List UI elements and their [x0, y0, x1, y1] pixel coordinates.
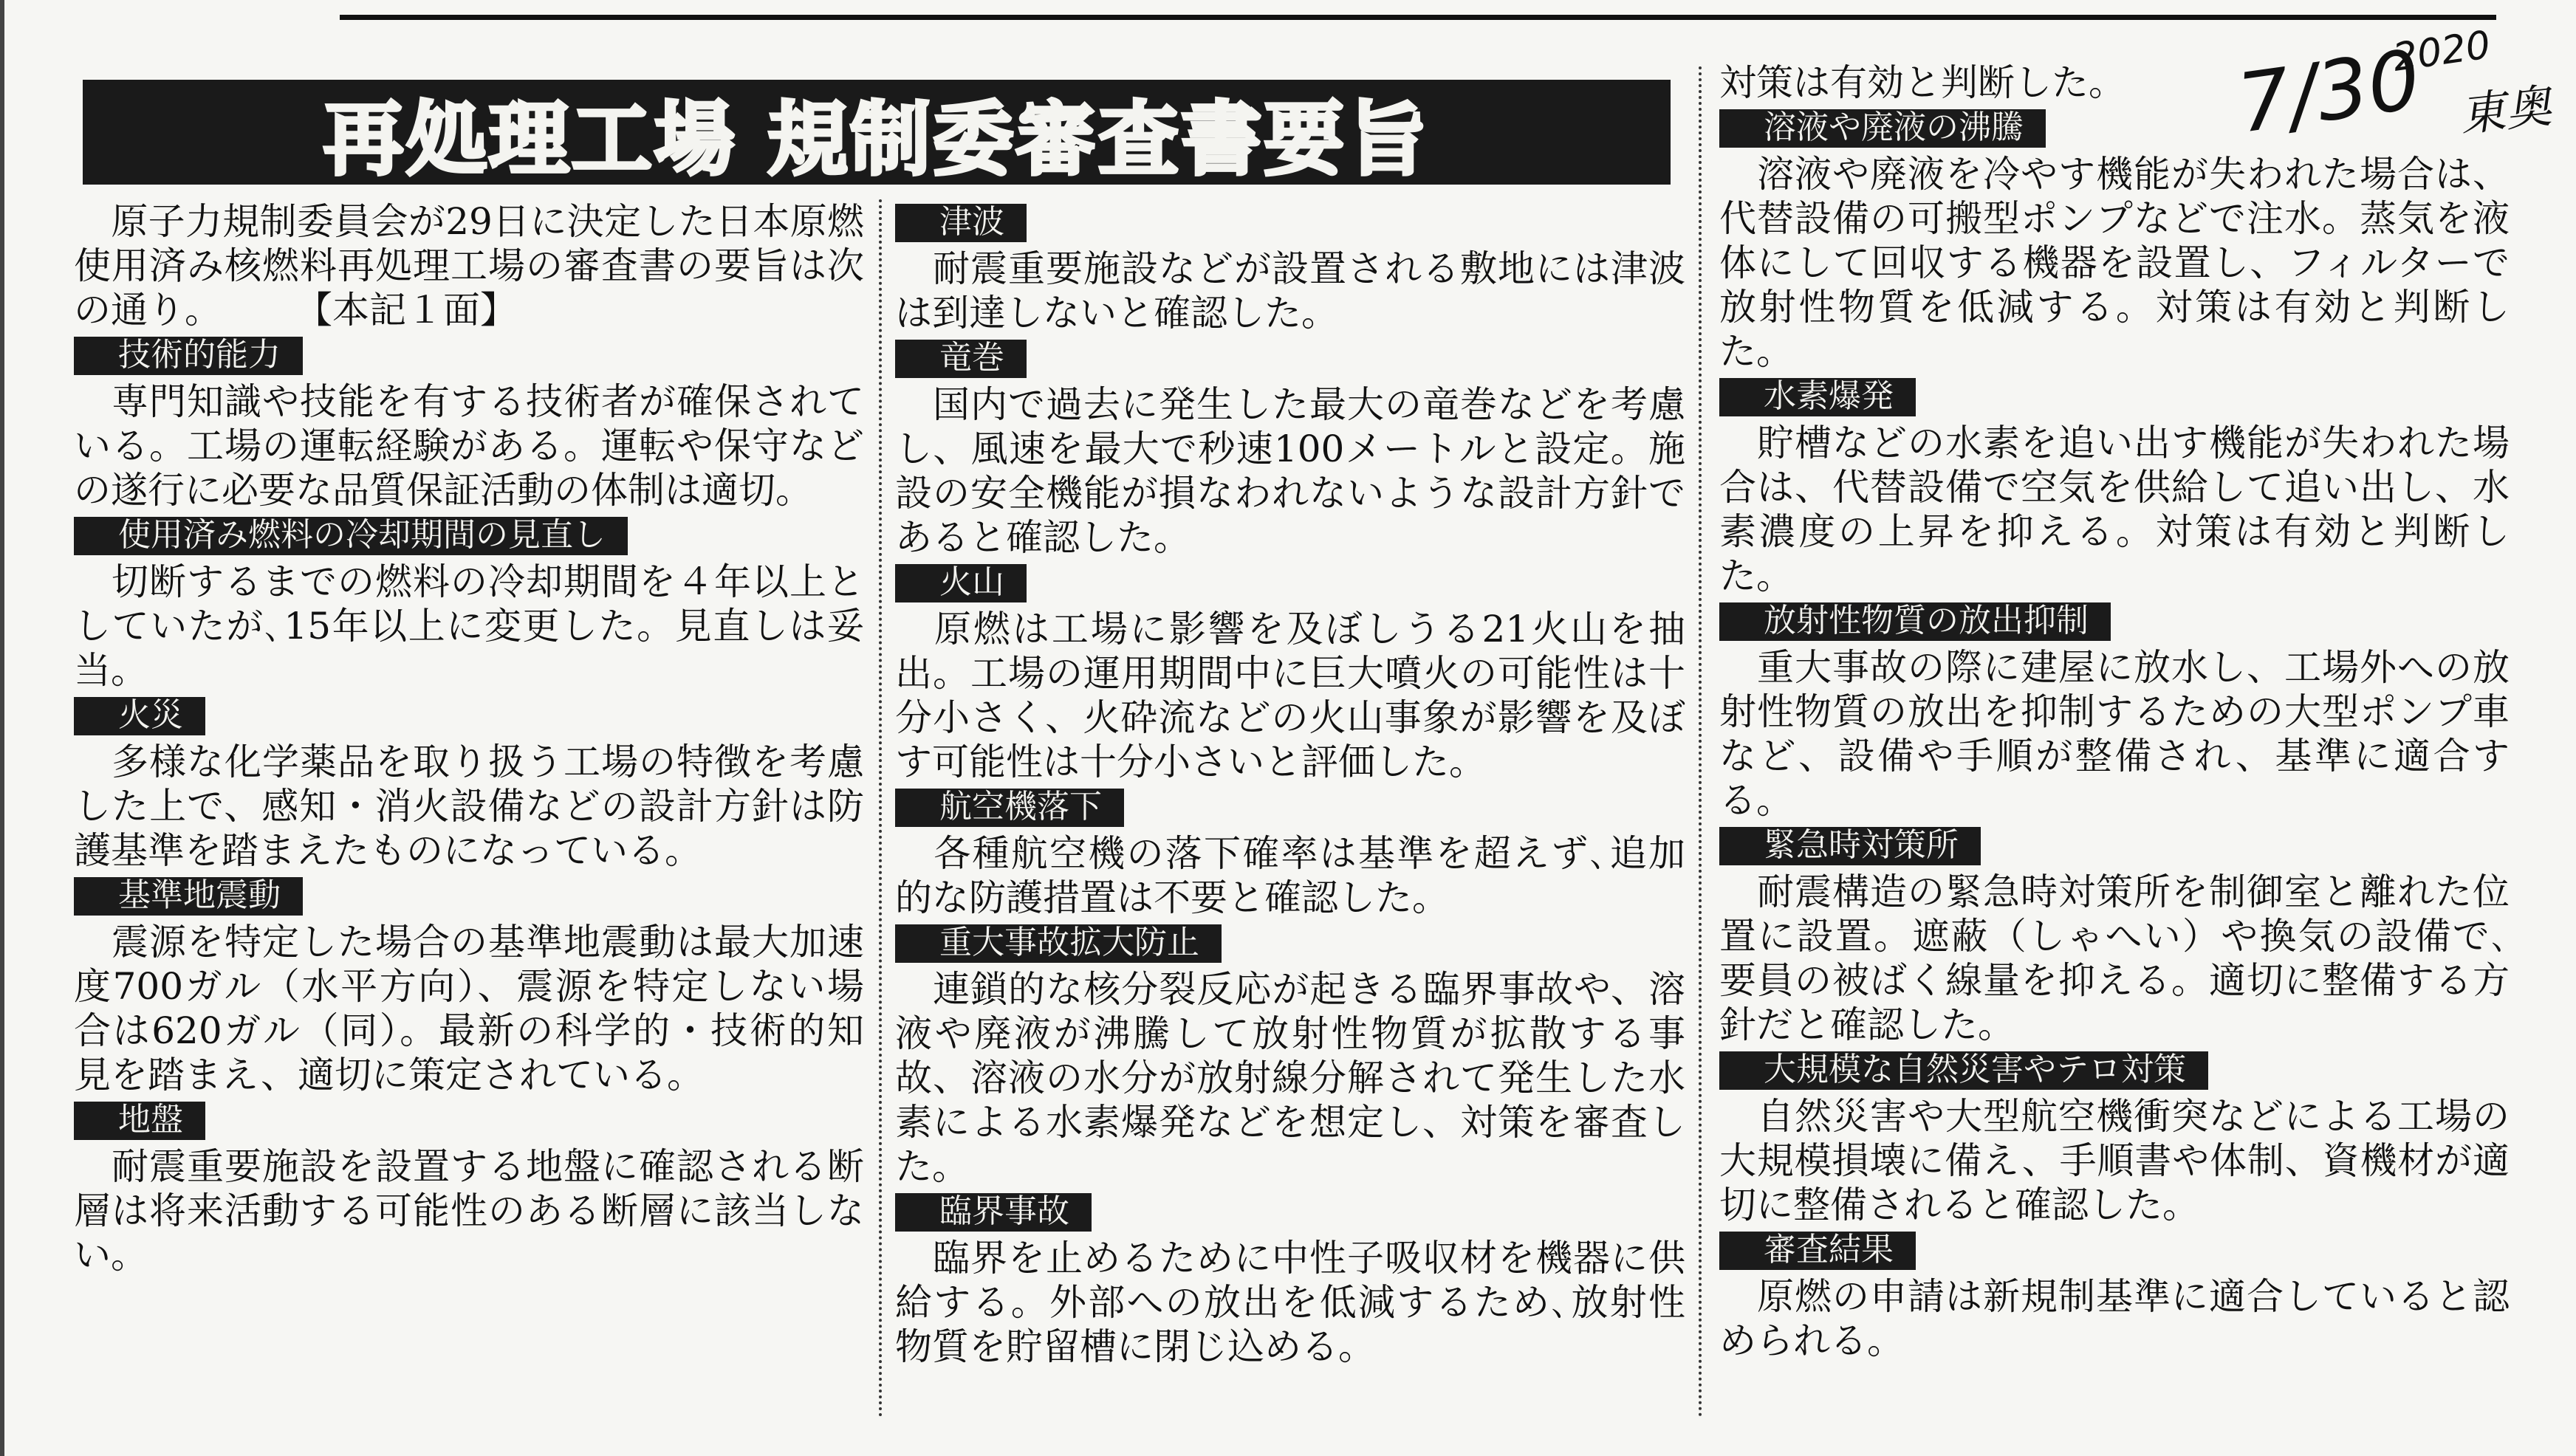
column-divider	[1699, 66, 1702, 1418]
section-heading: 航空機落下	[895, 789, 1124, 827]
section-body: 専門知識や技能を有する技術者が確保されている。工場の運転経験がある。運転や保守などの遂行に必要な品質保証活動の体制は適切。	[74, 380, 864, 512]
handwritten-paper-name: 東奥	[2457, 78, 2555, 142]
intro-reference: 【本記１面】	[314, 289, 517, 332]
section-heading: 水素爆発	[1719, 378, 1916, 416]
continued-text: 対策は有効と判断した。	[1719, 61, 2125, 104]
handwritten-year: 2020	[2390, 23, 2493, 80]
section-heading: 臨界事故	[895, 1193, 1092, 1232]
section-body: 国内で過去に発生した最大の竜巻などを考慮し、風速を最大で秒速100メートルと設定。施設の安全機能が損なわれないような設計方針であると確認した。	[895, 383, 1685, 559]
section-heading: 火災	[74, 697, 205, 735]
section-body: 貯槽などの水素を追い出す機能が失われた場合は、代替設備で空気を供給して追い出し、水素濃度の上昇を抑える。対策は有効と判断した。	[1719, 422, 2510, 597]
section-heading: 緊急時対策所	[1719, 827, 1981, 865]
section-heading: 重大事故拡大防止	[895, 924, 1222, 963]
section-heading: 放射性物質の放出抑制	[1719, 602, 2111, 641]
section-body: 多様な化学薬品を取り扱う工場の特徴を考慮した上で、感知・消火設備などの設計方針は防護基準を踏まえたものになっている。	[74, 741, 864, 872]
section-heading: 火山	[895, 564, 1027, 602]
section-body: 溶液や廃液を冷やす機能が失われた場合は、代替設備の可搬型ポンプなどで注水。蒸気を液体にして回収する機器を設置し、フィルターで放射性物質を低減する。対策は有効と判断した。	[1719, 153, 2510, 373]
section-heading: 津波	[895, 204, 1027, 242]
column-divider	[879, 199, 882, 1418]
headline: 再処理工場 規制委審査書要旨	[323, 93, 1430, 186]
section-heading: 基準地震動	[74, 877, 303, 916]
column-3	[1719, 61, 2510, 1363]
section-body: 原燃の申請は新規制基準に適合していると認められる。	[1719, 1275, 2510, 1362]
section-body: 耐震重要施設などが設置される敷地には津波は到達しないと確認した。	[895, 247, 1685, 334]
top-rule	[340, 15, 2496, 20]
section-body: 重大事故の際に建屋に放水し、工場外への放射性物質の放出を抑制するための大型ポンプ車など、設備や手順が整備され、基準に適合する。	[1719, 646, 2510, 822]
section-body: 耐震重要施設を設置する地盤に確認される断層は将来活動する可能性のある断層に該当しない。	[74, 1145, 864, 1277]
section-body: 切断するまでの燃料の冷却期間を４年以上としていたが､15年以上に変更した。見直しは妥当。	[74, 560, 864, 692]
column-1	[74, 199, 864, 1277]
intro-paragraph: 原子力規制委員会が29日に決定した日本原燃使用済み核燃料再処理工場の審査書の要旨は次の通り。 【本記１面】	[74, 200, 865, 332]
section-heading: 大規模な自然災害やテロ対策	[1719, 1051, 2208, 1090]
section-body: 臨界を止めるために中性子吸収材を機器に供給する。外部への放出を低減するため､放射性物質を貯留槽に閉じ込める。	[895, 1237, 1685, 1368]
section-body: 自然災害や大型航空機衝突などによる工場の大規模損壊に備え、手順書や体制、資機材が適切に整備されると確認した。	[1719, 1095, 2510, 1226]
section-heading: 審査結果	[1719, 1232, 1916, 1270]
section-body: 耐震構造の緊急時対策所を制御室と離れた位置に設置。遮蔽（しゃへい）や換気の設備で､要員の被ばく線量を抑える。適切に整備する方針だと確認した。	[1719, 870, 2510, 1046]
section-heading: 竜巻	[895, 340, 1027, 378]
handwritten-date: 7/30	[2232, 32, 2426, 151]
section-body: 震源を特定した場合の基準地震動は最大加速度700ガル（水平方向）、震源を特定しない場合は620ガル（同）。最新の科学的・技術的知見を踏まえ、適切に策定されている。	[74, 921, 864, 1096]
section-body: 各種航空機の落下確率は基準を超えず､追加的な防護措置は不要と確認した。	[895, 832, 1685, 919]
page-edge-line	[0, 0, 4, 1456]
section-body: 原燃は工場に影響を及ぼしうる21火山を抽出。工場の運用期間中に巨大噴火の可能性は十分小さく、火砕流などの火山事象が影響を及ぼす可能性は十分小さいと評価した。	[895, 608, 1685, 783]
section-heading: 地盤	[74, 1102, 205, 1140]
headline-banner	[83, 80, 1671, 185]
section-heading: 溶液や廃液の沸騰	[1719, 109, 2046, 148]
section-heading: 使用済み燃料の冷却期間の見直し	[74, 517, 628, 555]
column-2	[895, 199, 1685, 1369]
section-body: 連鎖的な核分裂反応が起きる臨界事故や、溶液や廃液が沸騰して放射性物質が拡散する事故、溶液の水分が放射線分解されて発生した水素による水素爆発などを想定し、対策を審査した。	[895, 968, 1686, 1188]
section-heading: 技術的能力	[74, 337, 303, 375]
